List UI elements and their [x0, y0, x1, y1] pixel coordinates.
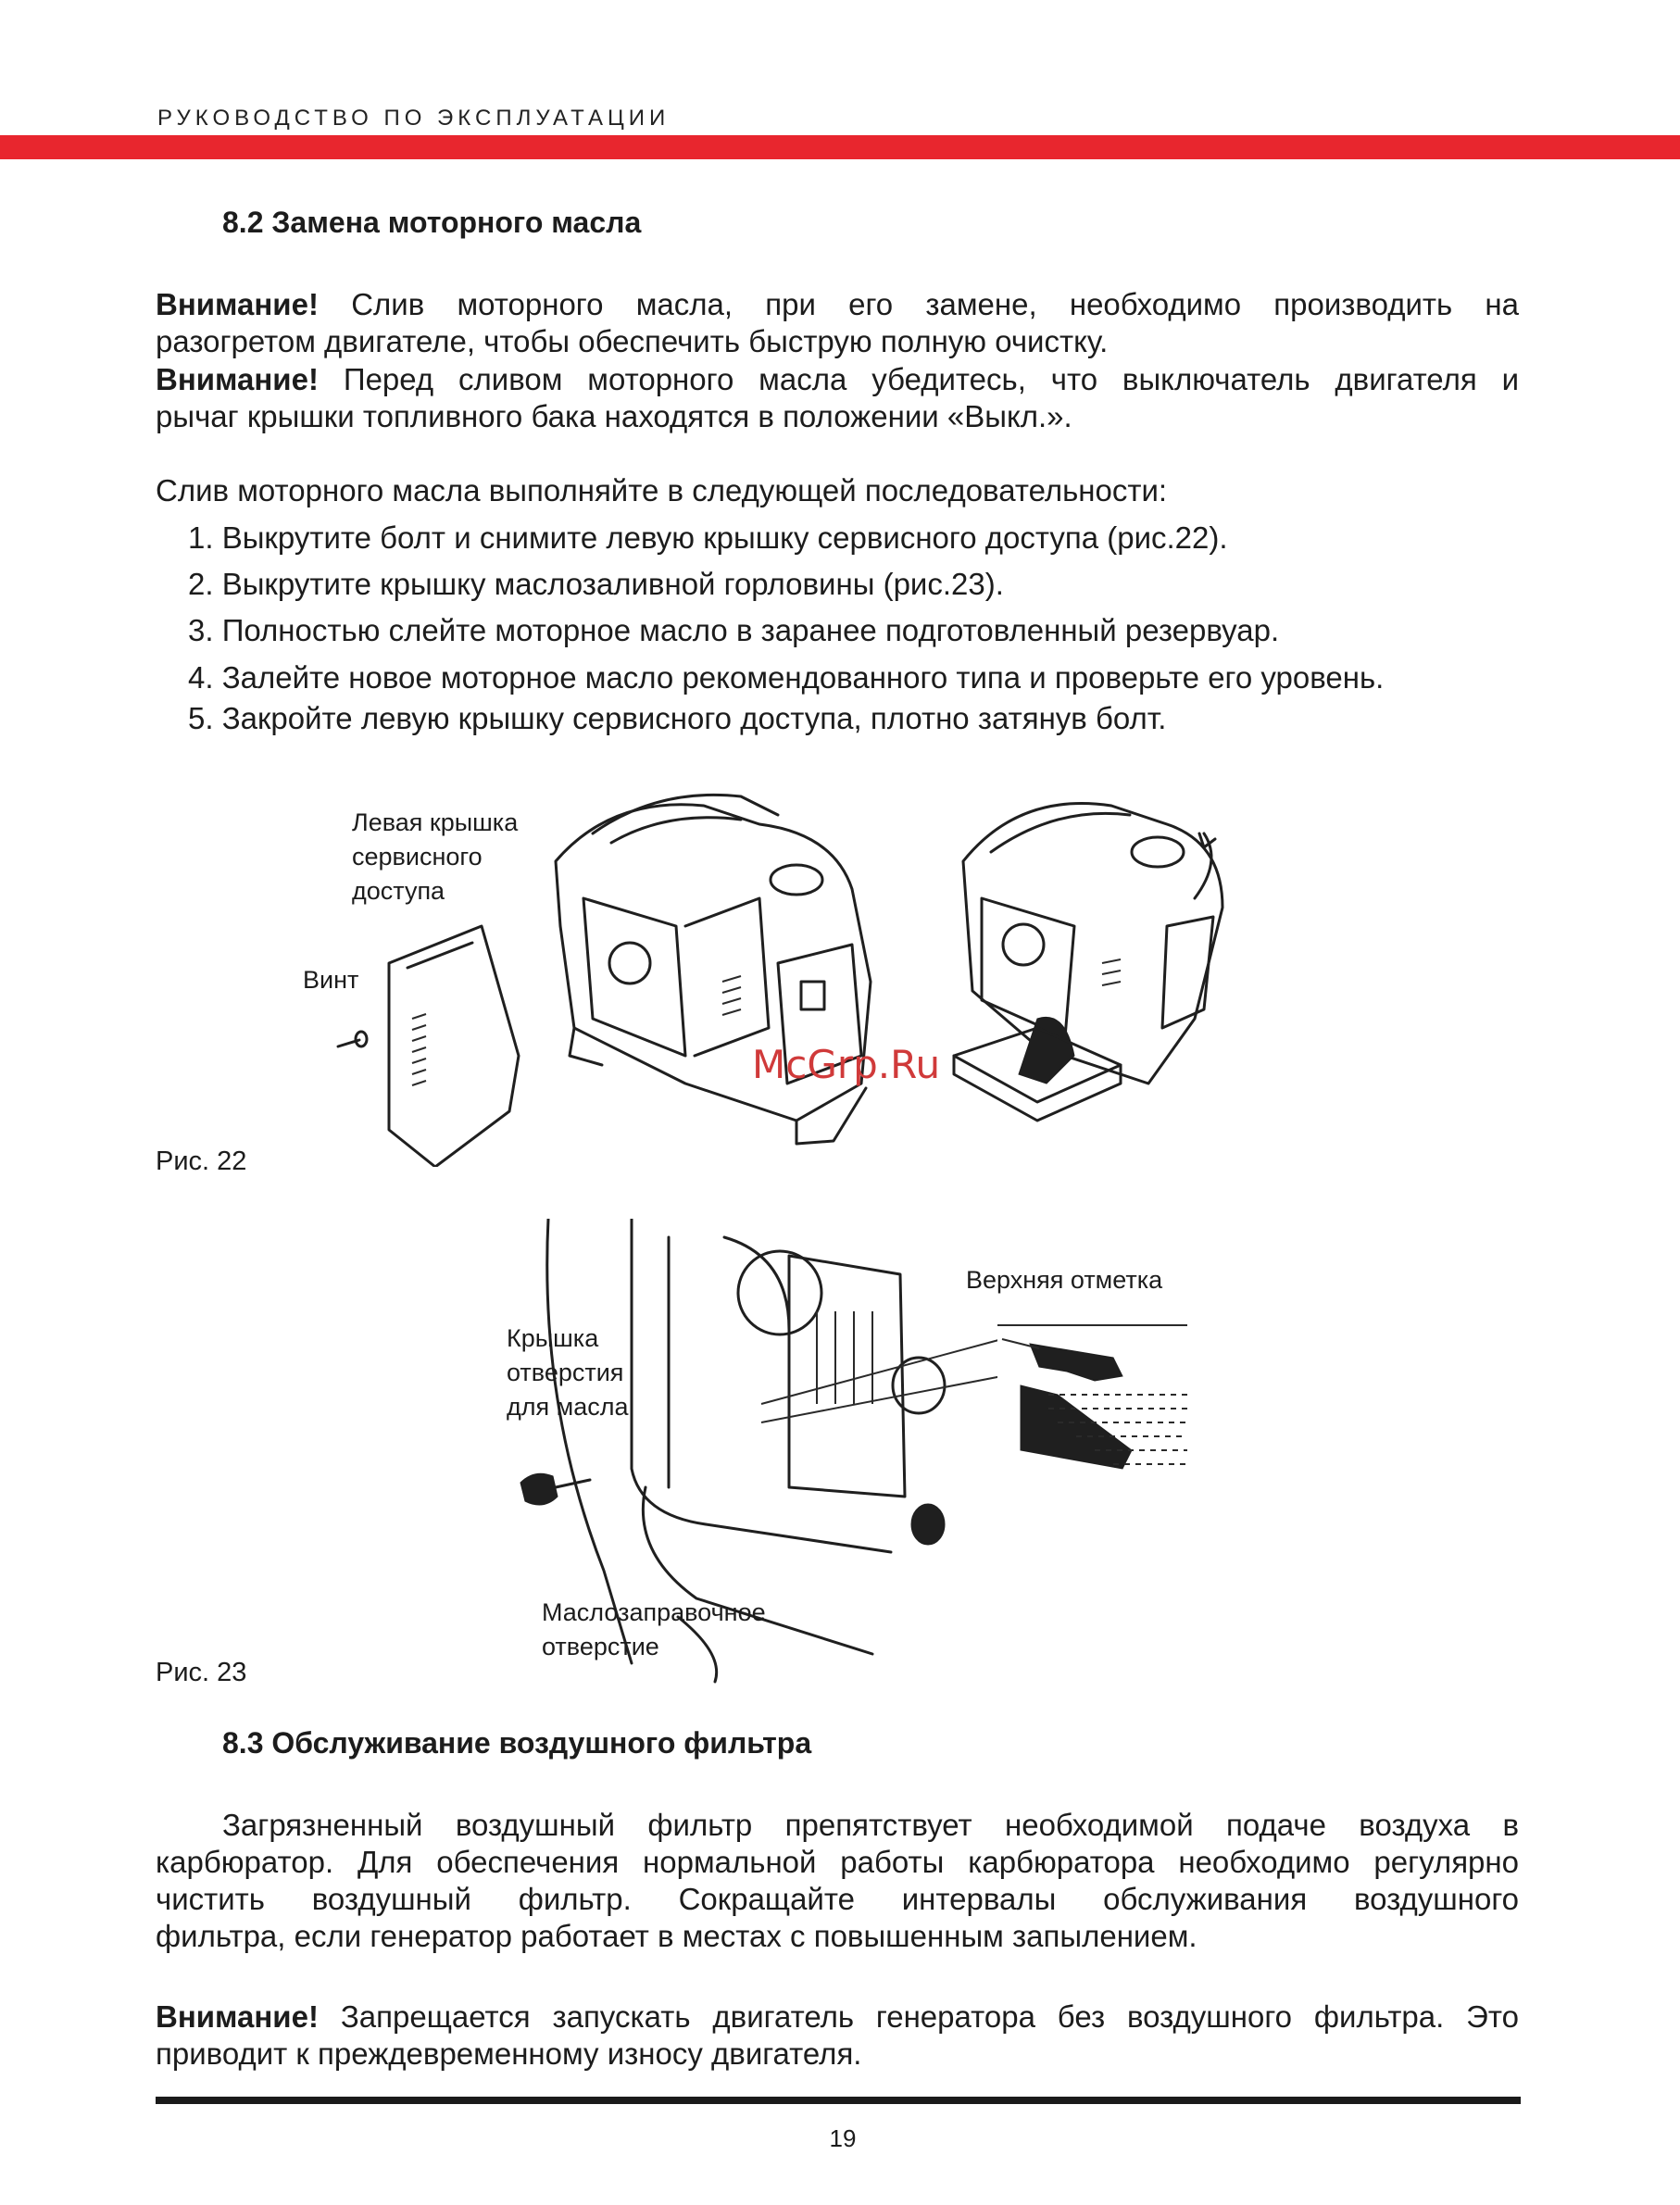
procedure-intro: Слив моторного масла выполняйте в следующей последовательности:	[156, 473, 1168, 507]
warning-paragraph-2-cont: рычаг крышки топливного бака находятся в положении «Выкл.».	[156, 399, 1072, 433]
generator-tilted-draining	[954, 804, 1222, 1121]
warning-paragraph-1	[156, 286, 1519, 323]
label-line: отверстия	[507, 1359, 624, 1386]
watermark: McGrp.Ru	[752, 1042, 941, 1087]
section-heading-8-3: 8.3 Обслуживание воздушного фильтра	[222, 1726, 812, 1760]
footer-rule	[156, 2097, 1521, 2104]
warning-label: Внимание!	[156, 287, 319, 321]
warning-paragraph-3	[156, 1998, 1519, 2036]
document-header-title: РУКОВОДСТВО ПО ЭКСПЛУАТАЦИИ	[157, 106, 671, 131]
procedure-step-4: 4. Залейте новое моторное масло рекомендованного типа и проверьте его уровень.	[188, 660, 1385, 695]
service-cover-panel	[389, 926, 519, 1167]
label-line: для масла	[507, 1393, 629, 1421]
paragraph-air-filter-line: фильтра, если генератор работает в местах с повышенным запылением.	[156, 1919, 1197, 1953]
label-left-service-cover	[352, 806, 518, 908]
warning-paragraph-3-cont: приводит к преждевременному износу двигателя.	[156, 2036, 862, 2071]
paragraph-air-filter-line: карбюратор. Для обеспечения нормальной работы карбюратора необходимо регулярно	[156, 1845, 1519, 1879]
label-screw: Винт	[303, 966, 359, 994]
procedure-step-1: 1. Выкрутите болт и снимите левую крышку сервисного доступа (рис.22).	[188, 520, 1228, 555]
label-top-mark: Верхняя отметка	[966, 1266, 1163, 1294]
label-oil-cap	[507, 1322, 628, 1424]
header-red-bar	[0, 135, 1680, 159]
label-line: Левая крышка	[352, 808, 519, 836]
label-oil-filler	[542, 1596, 766, 1664]
label-line: Крышка	[507, 1324, 599, 1352]
page-number: 19	[829, 2124, 857, 2152]
warning-text: Запрещается запускать двигатель генератора без воздушного фильтра. Это	[340, 1999, 1520, 2034]
procedure-step-2: 2. Выкрутите крышку маслозаливной горловины (рис.23).	[188, 567, 1004, 601]
warning-text: Слив моторного масла, при его замене, необходимо производить на	[351, 287, 1520, 321]
warning-label: Внимание!	[156, 362, 319, 396]
procedure-step-5: 5. Закройте левую крышку сервисного доступа, плотно затянув болт.	[188, 701, 1167, 735]
procedure-step-3: 3. Полностью слейте моторное масло в заранее подготовленный резервуар.	[188, 613, 1280, 647]
figure-23-caption: Рис. 23	[156, 1658, 247, 1687]
warning-paragraph-1-cont: разогретом двигателе, чтобы обеспечить быструю полную очистку.	[156, 324, 1109, 358]
label-line: Маслозаправочное	[542, 1598, 766, 1626]
paragraph-air-filter-line: Загрязненный воздушный фильтр препятствует необходимой подаче воздуха в	[222, 1808, 1519, 1842]
screw-icon	[338, 1032, 367, 1046]
figure-22-caption: Рис. 22	[156, 1146, 247, 1176]
section-heading-8-2: 8.2 Замена моторного масла	[222, 206, 642, 239]
label-line: доступа	[352, 877, 445, 905]
dipstick-level-inset	[997, 1321, 1187, 1543]
warning-label: Внимание!	[156, 1999, 319, 2034]
warning-text: Перед сливом моторного масла убедитесь, что выключатель двигателя и	[343, 362, 1520, 396]
label-line: сервисного	[352, 843, 483, 871]
warning-paragraph-2	[156, 361, 1519, 398]
label-line: отверстие	[542, 1633, 659, 1660]
paragraph-air-filter-line: чистить воздушный фильтр. Сокращайте интервалы обслуживания воздушного	[156, 1882, 1519, 1916]
generator-open-cover	[556, 795, 871, 1144]
